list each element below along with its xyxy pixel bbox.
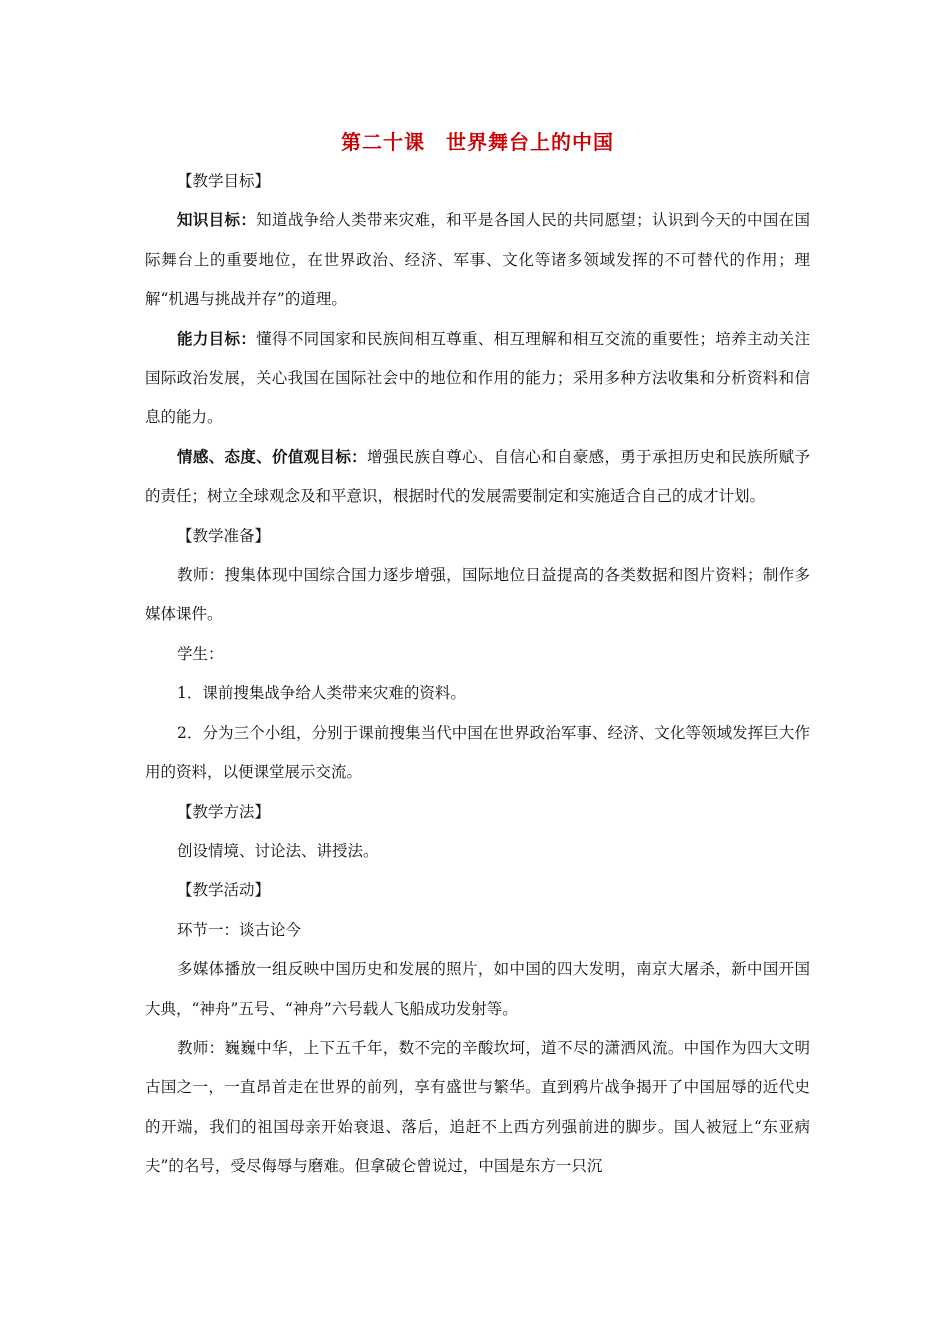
activity-heading: 【教学活动】 [177, 881, 271, 900]
method-text: 创设情境、讨论法、讲授法。 [177, 841, 379, 860]
knowledge-text: 知道战争给人类带来灾难，和平是各国人民的共同愿望；认识到今天的中国在国际舞台上的重要地位，在世界政治、经济、军事、文化等诸多领域发挥的不可替代的作用；理解“机遇与挑战并存”的道理。 [145, 211, 810, 309]
knowledge-objective [145, 201, 810, 319]
activity-paragraph-2: 教师：巍巍中华，上下五千年，数不完的辛酸坎坷，道不尽的潇洒风流。中国作为四大文明古国之一，一直昂首走在世界的前列，享有盛世与繁华。直到鸦片战争揭开了中国屈辱的近代史的开端，我们的祖国母亲开始衰退、落后，追赶不上西方列强前进的脚步。国人被冠上“东亚病夫”的名号，受尽侮辱与磨难。但拿破仑曾说过，中国是东方一只沉 [145, 1038, 810, 1176]
prep-student-item-1: 1．课前搜集战争给人类带来灾难的资料。 [177, 684, 466, 703]
ability-objective [145, 320, 810, 438]
emotion-label: 情感、态度、价值观目标： [177, 447, 367, 466]
prep-student-item-2: 2．分为三个小组，分别于课前搜集当代中国在世界政治军事、经济、文化等领域发挥巨大作用的资料，以便课堂展示交流。 [145, 723, 810, 782]
method-heading: 【教学方法】 [177, 802, 271, 821]
page-title: 第二十课 世界舞台上的中国 [341, 130, 614, 154]
ability-text: 懂得不同国家和民族间相互尊重、相互理解和相互交流的重要性；培养主动关注国际政治发展，关心我国在国际社会中的地位和作用的能力；采用多种方法收集和分析资料和信息的能力。 [145, 329, 810, 427]
ability-label: 能力目标： [177, 329, 257, 348]
emotion-objective [145, 438, 810, 517]
prep-teacher: 教师：搜集体现中国综合国力逐步增强，国际地位日益提高的各类数据和图片资料；制作多媒体课件。 [145, 566, 810, 624]
document-page [145, 122, 810, 1187]
knowledge-label: 知识目标： [177, 211, 257, 230]
activity-paragraph-1: 多媒体播放一组反映中国历史和发展的照片，如中国的四大发明，南京大屠杀，新中国开国大典，“神舟”五号、“神舟”六号载人飞船成功发射等。 [145, 960, 810, 1018]
prep-student: 学生： [177, 644, 224, 663]
activity-step-1: 环节一：谈古论今 [177, 920, 302, 939]
emotion-text: 增强民族自尊心、自信心和自豪感，勇于承担历史和民族所赋予的责任；树立全球观念及和平意识，根据时代的发展需要制定和实施适合自己的成才计划。 [145, 447, 810, 506]
prep-heading: 【教学准备】 [177, 526, 271, 545]
objectives-heading: 【教学目标】 [177, 172, 271, 190]
